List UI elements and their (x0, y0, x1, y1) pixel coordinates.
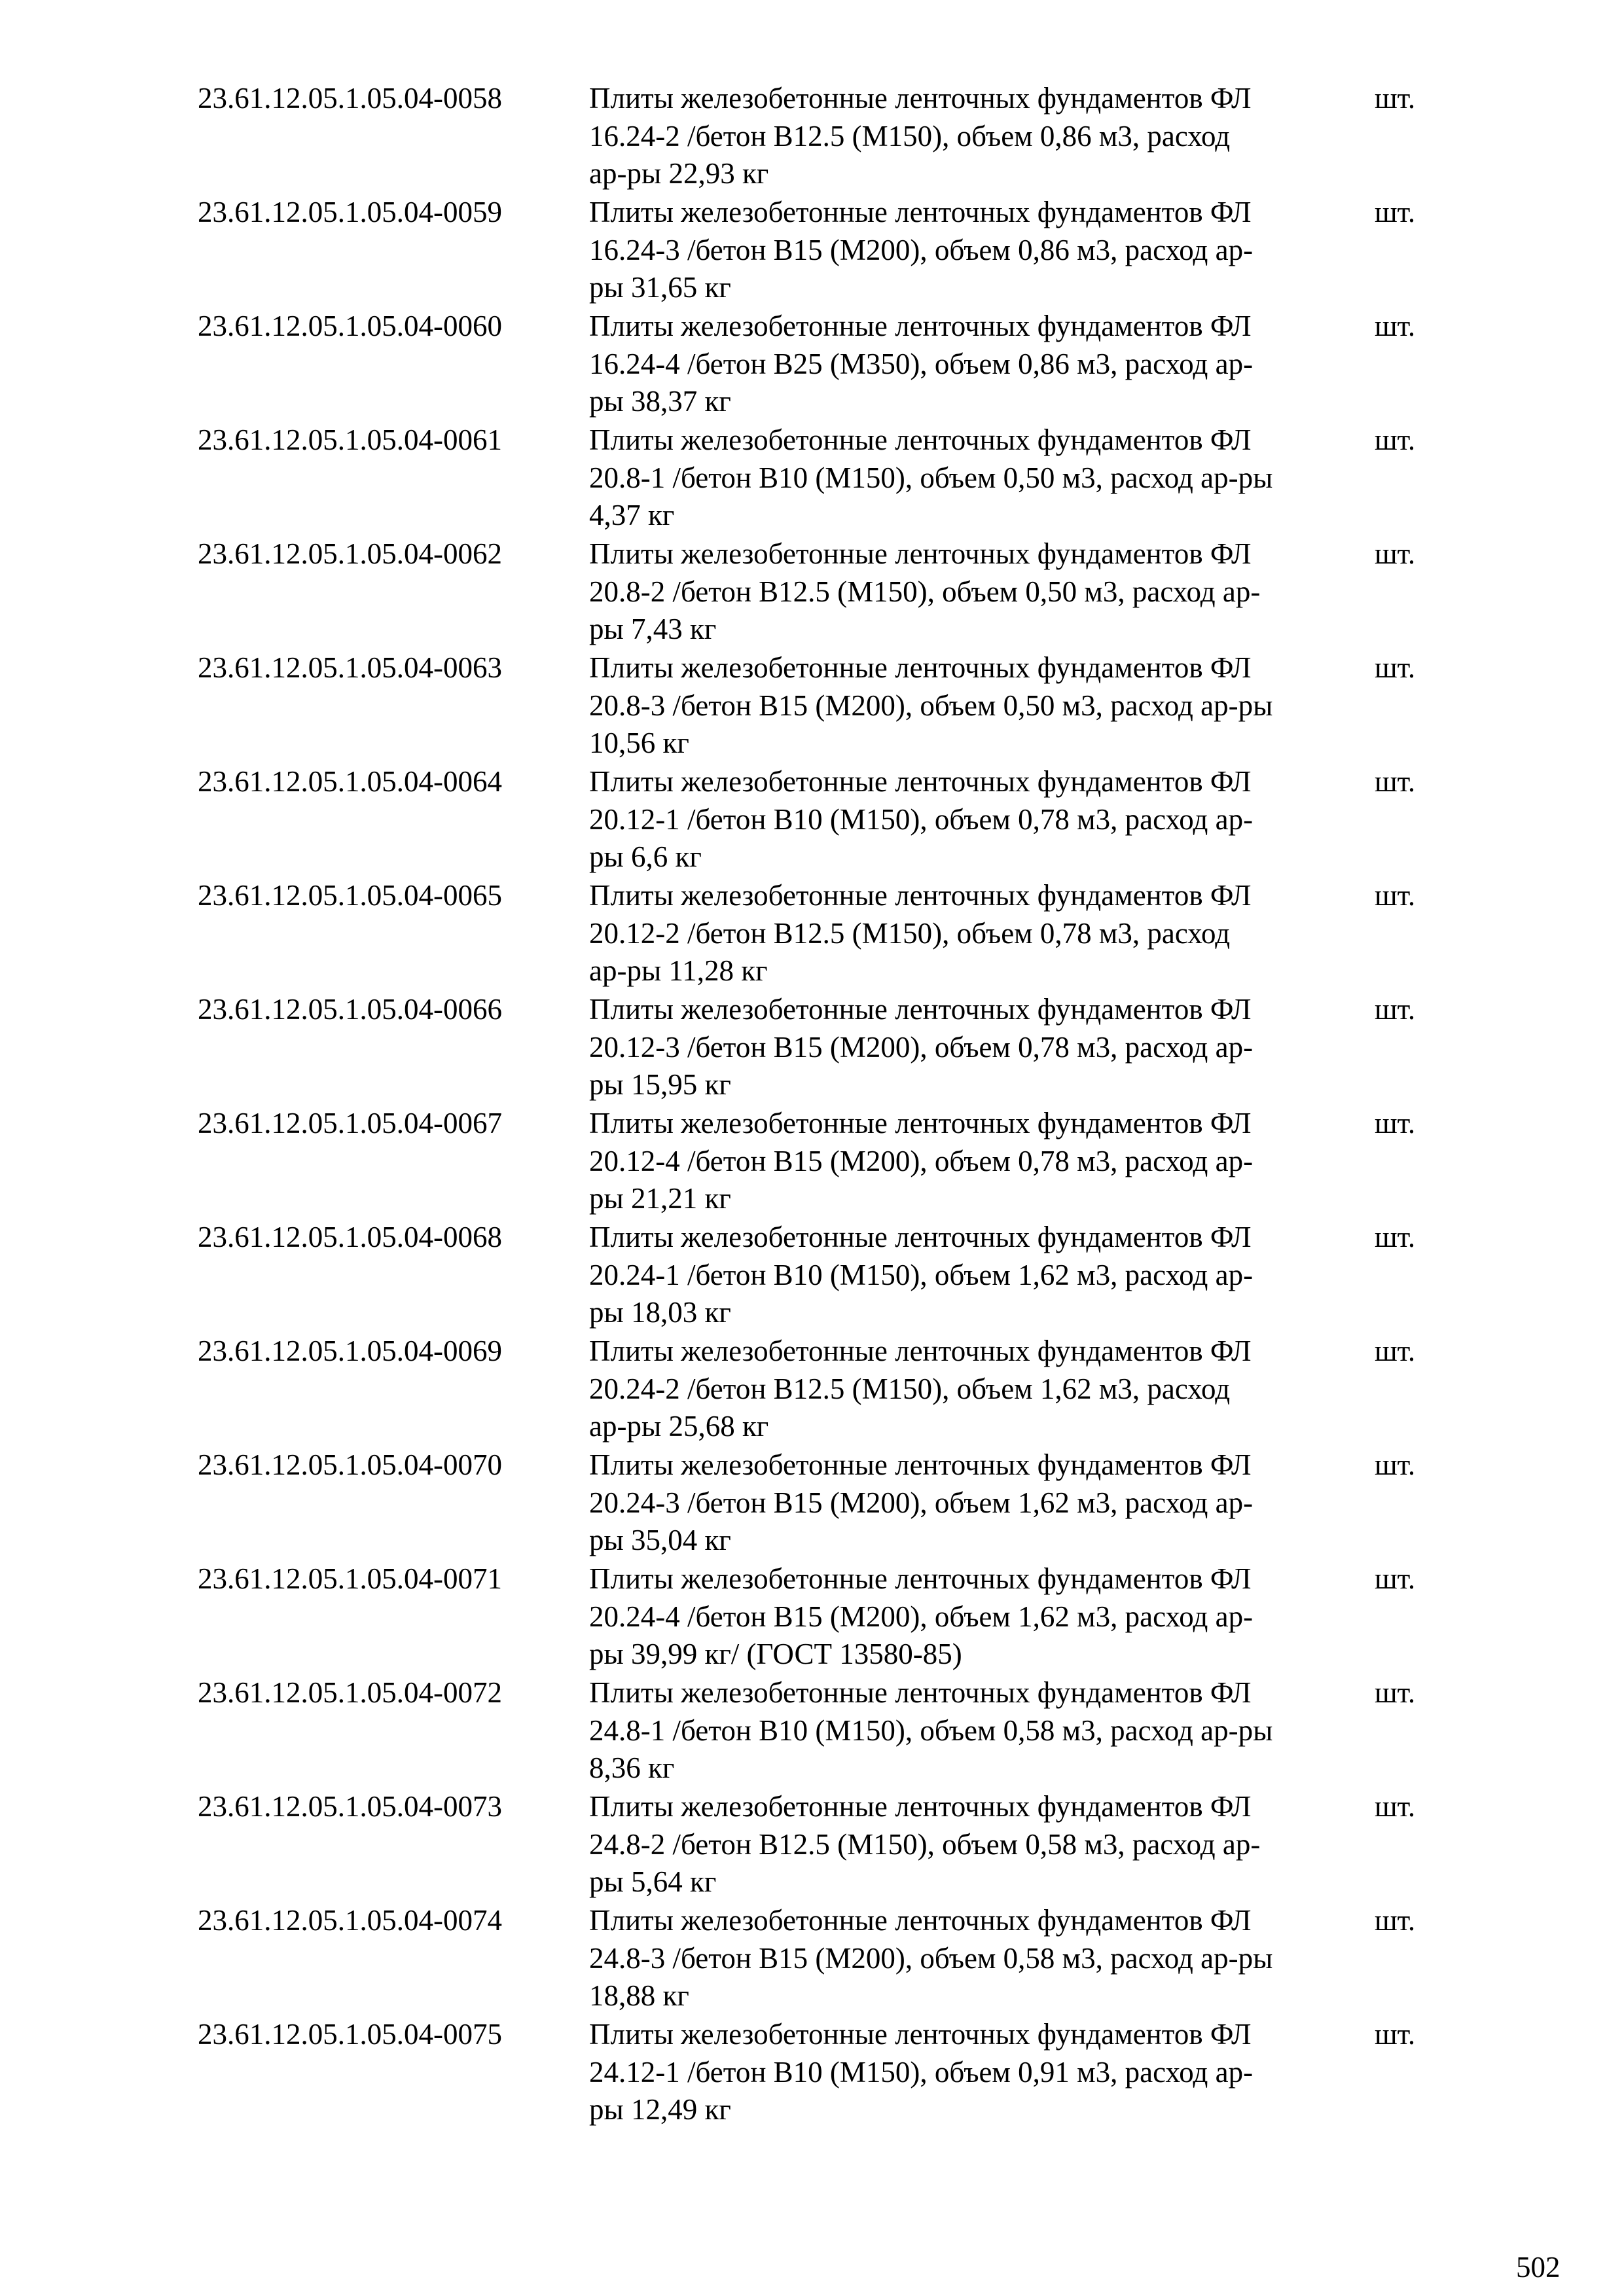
unit-of-measure: шт. (1375, 651, 1416, 684)
table-row (198, 763, 1441, 877)
description-line: ры 39,99 кг/ (ГОСТ 13580-85) (589, 1638, 962, 1670)
unit-of-measure: шт. (1375, 1562, 1416, 1595)
resource-code: 23.61.12.05.1.05.04-0061 (198, 423, 502, 456)
resource-description (589, 1674, 1375, 1787)
page-number: 502 (1516, 2251, 1561, 2284)
table-row (198, 2016, 1441, 2130)
description-line: Плиты железобетонные ленточных фундаментов ФЛ (589, 1562, 1252, 1595)
table-row (198, 649, 1441, 763)
unit-of-measure: шт. (1375, 879, 1416, 912)
resource-code: 23.61.12.05.1.05.04-0066 (198, 993, 502, 1026)
resource-code: 23.61.12.05.1.05.04-0071 (198, 1562, 502, 1595)
description-line: ры 12,49 кг (589, 2093, 731, 2126)
resource-code: 23.61.12.05.1.05.04-0060 (198, 310, 502, 342)
resource-code: 23.61.12.05.1.05.04-0065 (198, 879, 502, 912)
resource-description (589, 1333, 1375, 1446)
description-line: 20.24-1 /бетон В10 (М150), объем 1,62 м3, расход ар- (589, 1258, 1254, 1291)
description-line: 8,36 кг (589, 1751, 675, 1784)
description-line: 20.12-3 /бетон В15 (М200), объем 0,78 м3, расход ар- (589, 1030, 1254, 1064)
description-line: 10,56 кг (589, 726, 689, 759)
description-line: 24.8-2 /бетон В12.5 (М150), объем 0,58 м3, расход ар- (589, 1827, 1261, 1861)
description-line: 24.8-3 /бетон В15 (М200), объем 0,58 м3, расход ар-ры (589, 1941, 1273, 1975)
description-line: Плиты железобетонные ленточных фундаментов ФЛ (589, 2018, 1252, 2051)
description-line: Плиты железобетонные ленточных фундаментов ФЛ (589, 1448, 1252, 1481)
table-row (198, 535, 1441, 649)
table-row (198, 80, 1441, 194)
table-row (198, 1333, 1441, 1446)
resource-description (589, 1105, 1375, 1218)
table-row (198, 194, 1441, 308)
resource-code: 23.61.12.05.1.05.04-0058 (198, 82, 502, 115)
description-line: ар-ры 22,93 кг (589, 157, 769, 190)
description-line: ры 38,37 кг (589, 385, 731, 418)
description-line: Плиты железобетонные ленточных фундаментов ФЛ (589, 1676, 1252, 1709)
table-row (198, 1560, 1441, 1674)
resource-description (589, 535, 1375, 649)
resource-description (589, 1446, 1375, 1560)
table-row (198, 1219, 1441, 1333)
description-line: Плиты железобетонные ленточных фундаментов ФЛ (589, 1790, 1252, 1823)
resource-code: 23.61.12.05.1.05.04-0067 (198, 1107, 502, 1139)
table-row (198, 308, 1441, 422)
table-row (198, 1446, 1441, 1560)
description-line: ры 18,03 кг (589, 1296, 731, 1329)
description-line: 20.24-2 /бетон В12.5 (М150), объем 1,62 м3, расход (589, 1372, 1231, 1405)
resource-code: 23.61.12.05.1.05.04-0069 (198, 1335, 502, 1367)
table-row (198, 1105, 1441, 1219)
unit-of-measure: шт. (1375, 1676, 1416, 1709)
resource-code: 23.61.12.05.1.05.04-0063 (198, 651, 502, 684)
description-line: ры 7,43 кг (589, 613, 717, 645)
unit-of-measure: шт. (1375, 423, 1416, 456)
table-row (198, 1788, 1441, 1902)
description-line: 16.24-2 /бетон В12.5 (М150), объем 0,86 м3, расход (589, 119, 1231, 152)
description-line: ры 5,64 кг (589, 1865, 717, 1898)
unit-of-measure: шт. (1375, 765, 1416, 798)
description-line: Плиты железобетонные ленточных фундаментов ФЛ (589, 651, 1252, 684)
description-line: 20.8-1 /бетон В10 (М150), объем 0,50 м3, расход ар-ры (589, 461, 1273, 494)
description-line: 20.24-4 /бетон В15 (М200), объем 1,62 м3, расход ар- (589, 1600, 1254, 1633)
unit-of-measure: шт. (1375, 993, 1416, 1026)
description-line: Плиты железобетонные ленточных фундаментов ФЛ (589, 82, 1252, 115)
description-line: 20.8-2 /бетон В12.5 (М150), объем 0,50 м3, расход ар- (589, 575, 1261, 608)
resource-code: 23.61.12.05.1.05.04-0075 (198, 2018, 502, 2051)
resource-description (589, 1219, 1375, 1332)
description-line: 20.12-1 /бетон В10 (М150), объем 0,78 м3, расход ар- (589, 802, 1254, 836)
description-line: 4,37 кг (589, 499, 675, 531)
resource-description (589, 80, 1375, 193)
unit-of-measure: шт. (1375, 1790, 1416, 1823)
unit-of-measure: шт. (1375, 2018, 1416, 2051)
table-row (198, 1902, 1441, 2016)
price-list-table (198, 80, 1441, 2130)
resource-description (589, 991, 1375, 1104)
unit-of-measure: шт. (1375, 1448, 1416, 1481)
description-line: Плиты железобетонные ленточных фундаментов ФЛ (589, 879, 1252, 912)
description-line: 16.24-4 /бетон В25 (М350), объем 0,86 м3, расход ар- (589, 347, 1254, 380)
unit-of-measure: шт. (1375, 537, 1416, 570)
resource-code: 23.61.12.05.1.05.04-0072 (198, 1676, 502, 1709)
description-line: Плиты железобетонные ленточных фундаментов ФЛ (589, 1221, 1252, 1253)
unit-of-measure: шт. (1375, 82, 1416, 115)
description-line: Плиты железобетонные ленточных фундаментов ФЛ (589, 423, 1252, 456)
resource-description (589, 1788, 1375, 1901)
resource-description (589, 2016, 1375, 2129)
resource-description (589, 422, 1375, 535)
description-line: ры 31,65 кг (589, 271, 731, 304)
table-row (198, 991, 1441, 1105)
description-line: ры 6,6 кг (589, 840, 702, 873)
resource-description (589, 763, 1375, 876)
unit-of-measure: шт. (1375, 1107, 1416, 1139)
unit-of-measure: шт. (1375, 310, 1416, 342)
unit-of-measure: шт. (1375, 1904, 1416, 1937)
description-line: Плиты железобетонные ленточных фундаментов ФЛ (589, 1107, 1252, 1139)
description-line: Плиты железобетонные ленточных фундаментов ФЛ (589, 1335, 1252, 1367)
unit-of-measure: шт. (1375, 196, 1416, 228)
resource-description (589, 1560, 1375, 1674)
unit-of-measure: шт. (1375, 1335, 1416, 1367)
description-line: ар-ры 11,28 кг (589, 954, 768, 987)
description-line: Плиты железобетонные ленточных фундаментов ФЛ (589, 310, 1252, 342)
description-line: ры 15,95 кг (589, 1068, 731, 1101)
resource-code: 23.61.12.05.1.05.04-0068 (198, 1221, 502, 1253)
resource-code: 23.61.12.05.1.05.04-0070 (198, 1448, 502, 1481)
description-line: ры 21,21 кг (589, 1182, 731, 1215)
table-row (198, 422, 1441, 535)
description-line: 20.24-3 /бетон В15 (М200), объем 1,62 м3, расход ар- (589, 1486, 1254, 1519)
table-row (198, 877, 1441, 991)
description-line: Плиты железобетонные ленточных фундаментов ФЛ (589, 1904, 1252, 1937)
description-line: Плиты железобетонные ленточных фундаментов ФЛ (589, 765, 1252, 798)
resource-description (589, 308, 1375, 421)
description-line: Плиты железобетонные ленточных фундаментов ФЛ (589, 537, 1252, 570)
resource-description (589, 877, 1375, 990)
description-line: 16.24-3 /бетон В15 (М200), объем 0,86 м3, расход ар- (589, 233, 1254, 266)
description-line: 24.8-1 /бетон В10 (М150), объем 0,58 м3, расход ар-ры (589, 1713, 1273, 1747)
description-line: ар-ры 25,68 кг (589, 1410, 769, 1443)
resource-code: 23.61.12.05.1.05.04-0073 (198, 1790, 502, 1823)
resource-code: 23.61.12.05.1.05.04-0074 (198, 1904, 502, 1937)
description-line: 24.12-1 /бетон В10 (М150), объем 0,91 м3, расход ар- (589, 2055, 1254, 2089)
description-line: 20.12-2 /бетон В12.5 (М150), объем 0,78 м3, расход (589, 916, 1231, 950)
resource-code: 23.61.12.05.1.05.04-0062 (198, 537, 502, 570)
resource-code: 23.61.12.05.1.05.04-0064 (198, 765, 502, 798)
resource-code: 23.61.12.05.1.05.04-0059 (198, 196, 502, 228)
resource-description (589, 649, 1375, 762)
description-line: 20.12-4 /бетон В15 (М200), объем 0,78 м3, расход ар- (589, 1144, 1254, 1177)
unit-of-measure: шт. (1375, 1221, 1416, 1253)
description-line: Плиты железобетонные ленточных фундаментов ФЛ (589, 993, 1252, 1026)
description-line: Плиты железобетонные ленточных фундаментов ФЛ (589, 196, 1252, 228)
resource-description (589, 1902, 1375, 2015)
table-row (198, 1674, 1441, 1788)
resource-description (589, 194, 1375, 307)
description-line: ры 35,04 кг (589, 1524, 731, 1556)
description-line: 20.8-3 /бетон В15 (М200), объем 0,50 м3, расход ар-ры (589, 689, 1273, 722)
description-line: 18,88 кг (589, 1979, 689, 2012)
